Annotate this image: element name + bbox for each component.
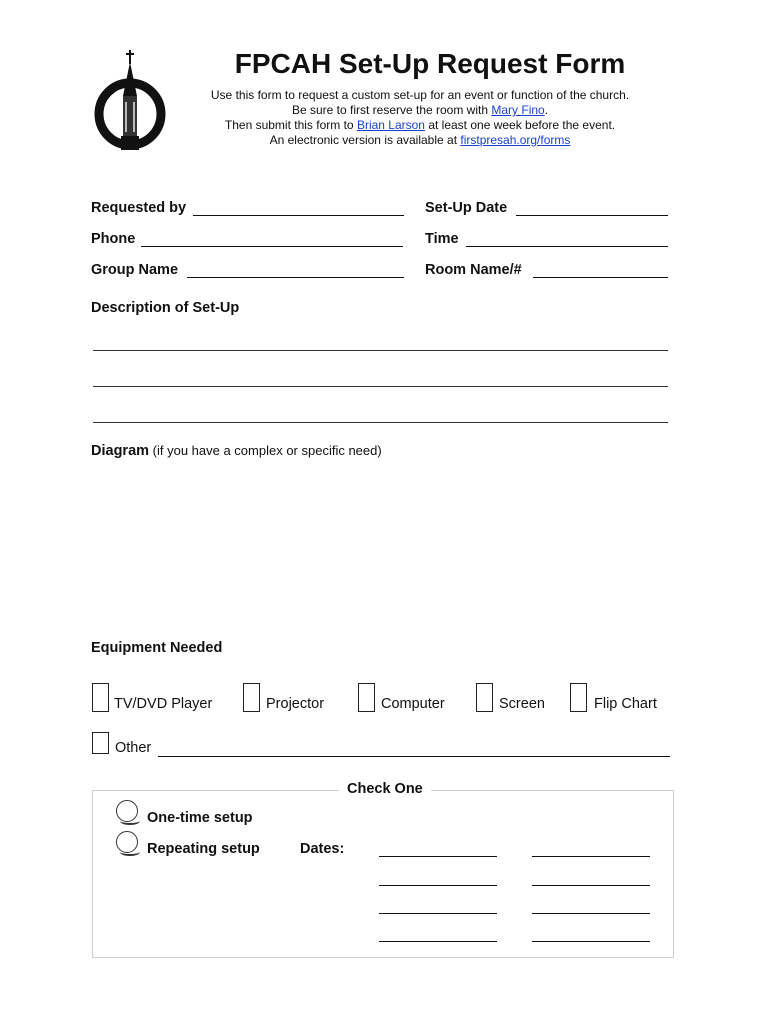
- diagram-label: Diagram (if you have a complex or specific need): [91, 443, 382, 459]
- diagram-area[interactable]: [91, 470, 671, 630]
- intro-line-3: Then submit this form to Brian Larson at least one week before the event.: [224, 118, 616, 132]
- one-time-radio[interactable]: [116, 800, 138, 822]
- intro-line-2: Be sure to first reserve the room with Mary Fino.: [291, 103, 549, 117]
- description-line-1[interactable]: [93, 350, 668, 351]
- date-field[interactable]: [532, 941, 650, 942]
- projector-checkbox[interactable]: [243, 683, 260, 712]
- other-checkbox[interactable]: [92, 732, 109, 754]
- phone-field[interactable]: [141, 246, 403, 247]
- brian-larson-link[interactable]: Brian Larson: [356, 118, 425, 132]
- date-field[interactable]: [379, 913, 497, 914]
- time-label: Time: [425, 231, 459, 247]
- intro-line-4: An electronic version is available at firstpresah.org/forms: [269, 133, 571, 147]
- date-field[interactable]: [532, 913, 650, 914]
- one-time-label: One-time setup: [147, 810, 253, 826]
- computer-checkbox[interactable]: [358, 683, 375, 712]
- equipment-heading: Equipment Needed: [91, 640, 223, 656]
- requested-by-label: Requested by: [91, 200, 187, 216]
- screen-checkbox[interactable]: [476, 683, 493, 712]
- church-logo: [92, 48, 172, 153]
- tv-dvd-checkbox[interactable]: [92, 683, 109, 712]
- intro-line-1: Use this form to request a custom set-up for an event or function of the church.: [210, 88, 630, 102]
- date-field[interactable]: [379, 941, 497, 942]
- other-field[interactable]: [158, 756, 670, 757]
- check-one-legend: Check One: [339, 781, 431, 797]
- date-field[interactable]: [532, 885, 650, 886]
- room-name-field[interactable]: [533, 277, 668, 278]
- church-steeple-logo-icon: [92, 48, 172, 153]
- date-field[interactable]: [379, 885, 497, 886]
- requested-by-field[interactable]: [193, 215, 404, 216]
- setup-date-field[interactable]: [516, 215, 668, 216]
- group-name-label: Group Name: [91, 262, 179, 278]
- setup-date-label: Set-Up Date: [425, 200, 508, 216]
- other-label: Other: [115, 740, 152, 756]
- diagram-note: (if you have a complex or specific need): [149, 443, 382, 458]
- dates-label: Dates:: [300, 841, 345, 857]
- screen-label: Screen: [499, 696, 545, 712]
- time-field[interactable]: [466, 246, 668, 247]
- date-field[interactable]: [532, 856, 650, 857]
- description-line-3[interactable]: [93, 422, 668, 423]
- flip-chart-checkbox[interactable]: [570, 683, 587, 712]
- computer-label: Computer: [381, 696, 445, 712]
- forms-url-link[interactable]: firstpresah.org/forms: [460, 133, 571, 147]
- flip-chart-label: Flip Chart: [594, 696, 657, 712]
- repeating-label: Repeating setup: [147, 841, 260, 857]
- group-name-field[interactable]: [187, 277, 404, 278]
- tv-dvd-label: TV/DVD Player: [114, 696, 213, 712]
- mary-fino-link[interactable]: Mary Fino: [491, 103, 545, 117]
- projector-label: Projector: [266, 696, 325, 712]
- form-title: FPCAH Set-Up Request Form: [234, 48, 626, 79]
- description-label: Description of Set-Up: [91, 300, 240, 316]
- room-name-label: Room Name/#: [425, 262, 522, 278]
- repeating-radio[interactable]: [116, 831, 138, 853]
- date-field[interactable]: [379, 856, 497, 857]
- description-line-2[interactable]: [93, 386, 668, 387]
- phone-label: Phone: [91, 231, 136, 247]
